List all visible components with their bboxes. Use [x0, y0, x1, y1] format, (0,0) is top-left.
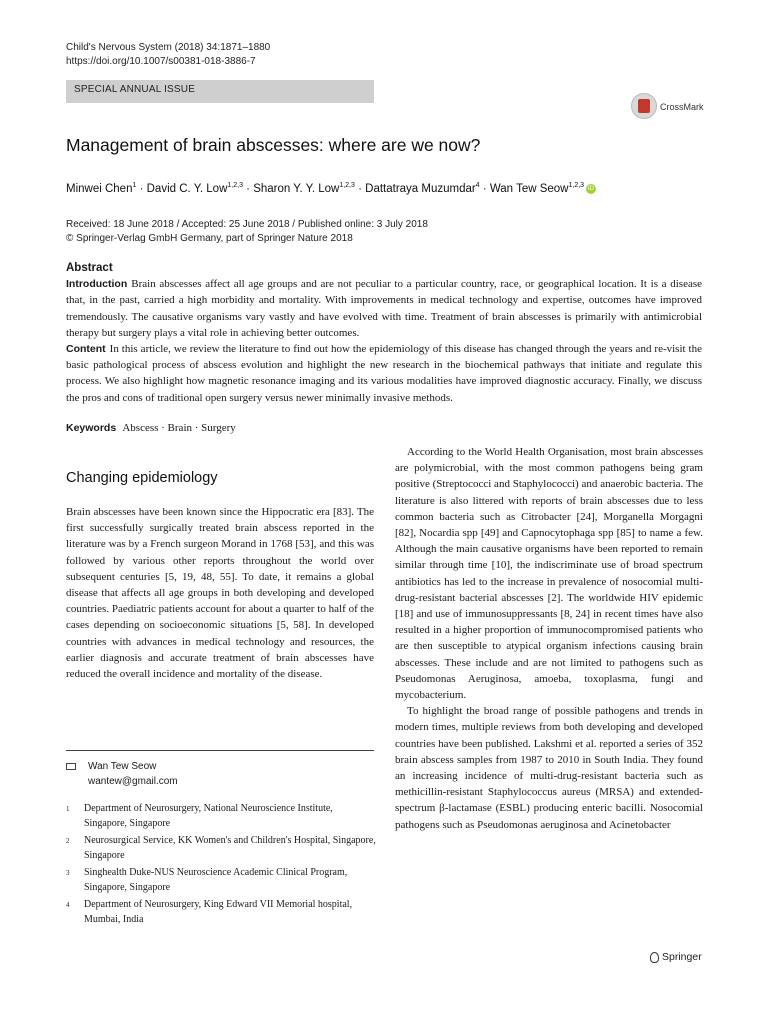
section-heading: Changing epidemiology	[66, 470, 218, 486]
author-separator: ·	[354, 182, 366, 195]
crossmark-badge[interactable]	[631, 93, 711, 121]
right-column	[395, 444, 703, 833]
abstract-heading: Abstract	[66, 262, 113, 274]
publication-dates	[66, 218, 428, 246]
body-paragraph: Brain abscesses have been known since the Hippocratic era [83]. The first successfully surgically treated brain abscess reported in the literature was by a French surgeon Morand in 1768 [53], and this was followed by various other reports throughout the world over subsequent centuries [5, 19, 48, 55]. To date, it remains a global disease that affects all age groups in both developing and developed countries. Paediatric patients account for about a quarter to half of the cases depending on socioeconomic situations [5, 58]. In developed countries with advances in medical technology and resources, the earlier diagnosis and accurate treatment of brain abscesses have reduced the overall incidence and mortality of the disease.	[66, 506, 374, 681]
abstract-introduction	[66, 276, 702, 341]
affiliation-item	[66, 898, 376, 927]
affiliation-item	[66, 802, 376, 831]
affiliation-item	[66, 866, 376, 895]
author-name: Minwei Chen	[66, 182, 133, 195]
springer-horse-icon	[650, 952, 659, 963]
copyright-line: © Springer-Verlag GmbH Germany, part of Springer Nature 2018	[66, 233, 353, 244]
affiliation-number: 3	[66, 869, 70, 877]
content-text: In this article, we review the literature to find out how the epidemiology of this disease has changed through the years and re-visit the basic pathological process of abscess evolution and highlight the new research in the biochemical pathways that initiate and regulate this process. We also highlight how magnetic resonance imaging and its various modalities have improved diagnostic accuracy. Finally, we discuss the pros and cons of traditional open surgery versus newer minimally invasive methods.	[66, 343, 702, 404]
abstract-section	[66, 260, 702, 406]
author-affil-sup: 1	[132, 182, 137, 189]
received-accepted-published: Received: 18 June 2018 / Accepted: 25 June 2018 / Published online: 3 July 2018	[66, 219, 428, 230]
author-separator: ·	[136, 182, 147, 195]
author-affil-sup: 1,2,3	[568, 182, 585, 189]
affiliation-text: Department of Neurosurgery, King Edward VII Memorial hospital, Mumbai, India	[84, 899, 353, 925]
left-column	[66, 504, 374, 682]
crossmark-label: CrossMark	[660, 102, 704, 112]
keywords	[66, 420, 236, 436]
author-name: Wan Tew Seow	[489, 182, 569, 195]
affiliation-number: 2	[66, 837, 70, 845]
author-name: Sharon Y. Y. Low	[253, 182, 340, 195]
correspondence	[66, 760, 374, 789]
special-issue-banner: SPECIAL ANNUAL ISSUE	[66, 80, 374, 103]
envelope-icon	[66, 763, 76, 770]
publisher-logo	[650, 951, 702, 963]
author-affil-sup: 1,2,3	[339, 182, 355, 189]
author-name: Dattatraya Muzumdar	[365, 182, 476, 195]
article-title: Management of brain abscesses: where are we now?	[66, 135, 481, 155]
author-affil-sup: 4	[475, 182, 480, 189]
keywords-text: Abscess · Brain · Surgery	[122, 422, 236, 434]
content-label: Content	[66, 343, 106, 356]
body-paragraph: According to the World Health Organisation, most brain abscesses are polymicrobial, with the most common pathogens being gram positive (Streptococci and Staphylococci) and anaerobic bacteria. The literature is also littered with reports of brain abscesses due to less common bacteria such as Citrobacter [24], Morganella Morgagni [82], Nocardia spp [49] and Capnocytophaga spp [85] to name a few. Although the main causative organisms have been reported to remain similar through time [10], the indiscriminate use of broad spectrum antibiotics has led to the increase in prevalence of nosocomial multi-drug-resistant bacterial abscesses [2]. The worldwide HIV epidemic [18] and use of immunosuppressants [8, 24] in recent times have also resulted in a higher proportion of immunocompromised patients who are then susceptible to atypical organism infections causing brain abscesses. These include and are not limited to pathogens such as Pseudomonas Aeruginosa, amoeba, toxoplasma, fungi and mycobacterium.	[395, 446, 703, 702]
affiliation-item	[66, 834, 376, 863]
introduction-label: Introduction	[66, 278, 128, 291]
correspondence-name: Wan Tew Seow	[88, 761, 157, 772]
orcid-icon[interactable]: iD	[587, 184, 595, 192]
body-paragraph: To highlight the broad range of possible pathogens and trends in modern times, multiple reviews from both developing and developed countries have been published. Lakshmi et al. reported a series of 352 brain abscess samples from 1987 to 2010 in South India. They found an increasing incidence of multi-drug-resistant bacteria such as methicillin-resistant Staphylococcus aureus (MRSA) and extended-spectrum β-lactamase (ESBL) producing enteric bacilli. Nosocomial pathogens such as Pseudomonas aeruginosa and Acinetobacter	[395, 705, 703, 831]
author-separator: ·	[479, 182, 490, 195]
affiliation-number: 1	[66, 805, 70, 813]
doi-link[interactable]: https://doi.org/10.1007/s00381-018-3886-7	[66, 56, 256, 67]
author-name: David C. Y. Low	[146, 182, 228, 195]
correspondence-email[interactable]: wantew@gmail.com	[88, 775, 178, 787]
journal-citation: Child's Nervous System (2018) 34:1871–1880	[66, 42, 271, 53]
author-separator: ·	[242, 182, 254, 195]
author-affil-sup: 1,2,3	[227, 182, 243, 189]
affiliation-text: Singhealth Duke-NUS Neuroscience Academic Clinical Program, Singapore, Singapore	[84, 867, 348, 893]
affiliation-text: Department of Neurosurgery, National Neuroscience Institute, Singapore, Singapore	[84, 803, 333, 829]
introduction-text: Brain abscesses affect all age groups and are not peculiar to a particular country, race, or geographical location. It is a disease that, in the past, carried a high morbidity and mortality. With improvements in medical technology and expertise, outcomes have improved tremendously. The causative organisms vary vastly and have evolved with time. Treatment of brain abscesses is primarily with antimicrobial therapy but surgery plays a vital role in achieving better outcomes.	[66, 278, 702, 339]
publisher-name: Springer	[662, 951, 702, 963]
author-list	[66, 178, 596, 197]
affiliation-number: 4	[66, 901, 70, 909]
affiliation-text: Neurosurgical Service, KK Women's and Children's Hospital, Singapore, Singapore	[84, 835, 376, 861]
crossmark-icon	[631, 93, 657, 119]
abstract-content	[66, 341, 702, 406]
keywords-label: Keywords	[66, 422, 117, 434]
footnote-divider	[66, 750, 374, 751]
